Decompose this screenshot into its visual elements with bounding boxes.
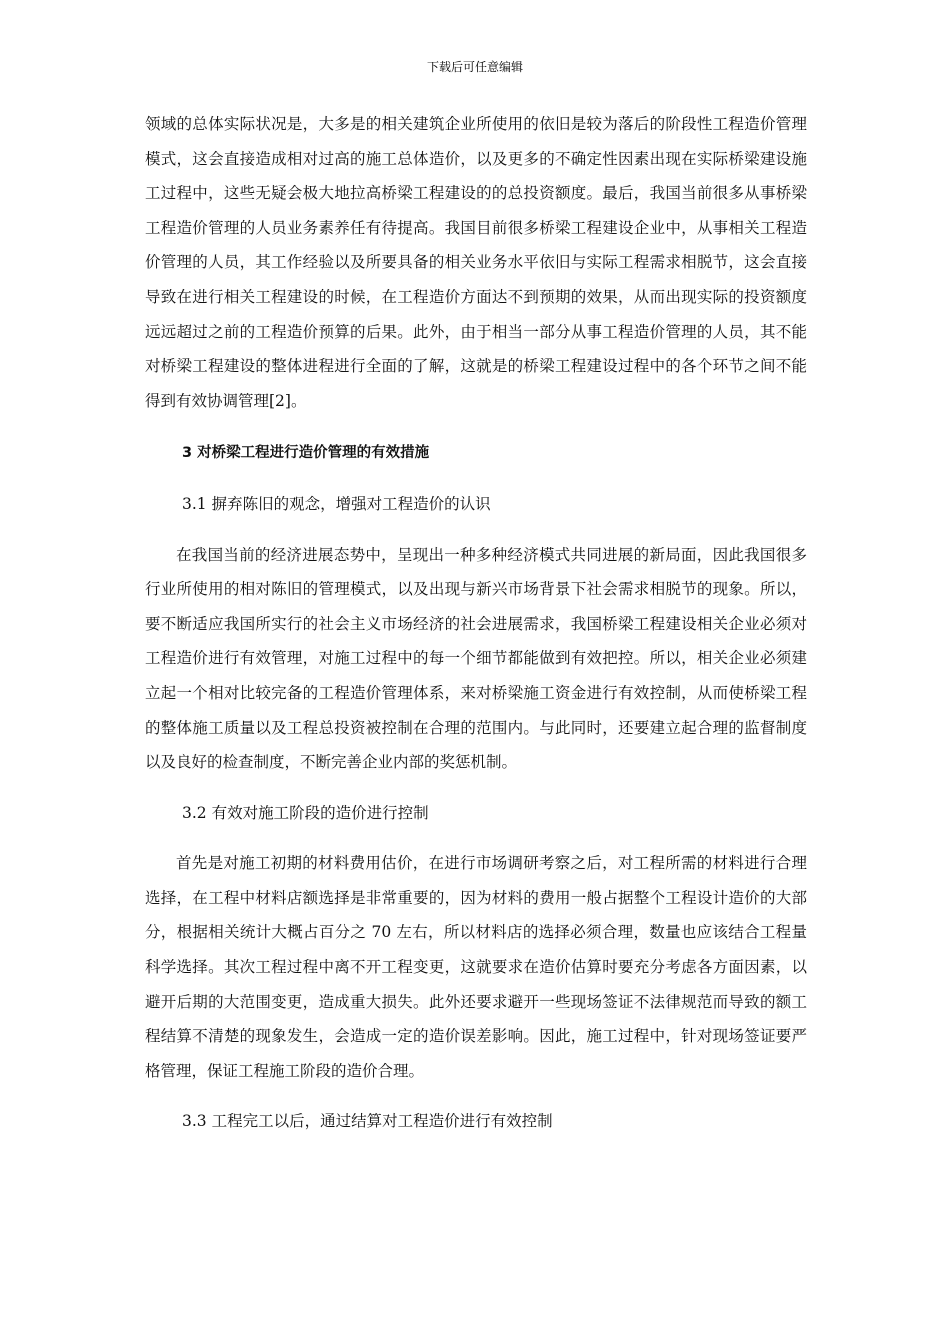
page-header: 下载后可任意编辑 bbox=[426, 60, 523, 74]
section-3-1-paragraph: 在我国当前的经济进展态势中，呈现出一种多种经济模式共同进展的新局面，因此我国很多行业所使用的相对陈旧的管理模式，以及出现与新兴市场背景下社会需求相脱节的现象。所以，要不断适应我国所实行的社会主义市场经济的社会进展需求，我国桥梁工程建设相关企业必须对工程造价进行有效管理，对施工过程中的每一个细节都能做到有效把控。所以，相关企业必须建立起一个相对比较完备的工程造价管理体系，来对桥梁施工资金进行有效控制，从而使桥梁工程的整体施工质量以及工程总投资被控制在合理的范围内。与此同时，还要建立起合理的监督制度以及良好的检查制度，不断完善企业内部的奖惩机制。 bbox=[145, 545, 807, 772]
section-3-1-heading: 3.1 摒弃陈旧的观念，增强对工程造价的认识 bbox=[182, 494, 491, 513]
section-3-heading: 3 对桥梁工程进行造价管理的有效措施 bbox=[182, 445, 430, 462]
document-body bbox=[145, 107, 807, 1155]
section-3-2-paragraph: 首先是对施工初期的材料费用估价，在进行市场调研考察之后，对工程所需的材料进行合理选择，在工程中材料店额选择是非常重要的，因为材料的费用一般占据整个工程设计造价的大部分，根据相关统计大概占百分之 70 左右，所以材料店的选择必须合理，数量也应该结合工程量科学选择。其次工程过程中离不开工程变更，这就要求在造价估算时要充分考虑各方面因素，以避开后期的大范围变更，造成重大损失。此外还要求避开一些现场签证不法律规范而导致的额工程结算不清楚的现象发生，会造成一定的造价误差影响。因此，施工过程中，针对现场签证要严格管理，保证工程施工阶段的造价合理。 bbox=[145, 854, 807, 1080]
continued-paragraph: 领域的总体实际状况是，大多是的相关建筑企业所使用的依旧是较为落后的阶段性工程造价管理模式，这会直接造成相对过高的施工总体造价，以及更多的不确定性因素出现在实际桥梁建设施工过程中，这些无疑会极大地拉高桥梁工程建设的的总投资额度。最后，我国当前很多从事桥梁工程造价管理的人员业务素养任有待提高。我国目前很多桥梁工程建设企业中，从事相关工程造价管理的人员，其工作经验以及所要具备的相关业务水平依旧与实际工程需求相脱节，这会直接导致在进行相关工程建设的时候，在工程造价方面达不到预期的效果，从而出现实际的投资额度远远超过之前的工程造价预算的后果。此外，由于相当一部分从事工程造价管理的人员，其不能对桥梁工程建设的整体进程进行全面的了解，这就是的桥梁工程建设过程中的各个环节之间不能得到有效协调管理[2]。 bbox=[145, 115, 807, 410]
section-3-3-heading: 3.3 工程完工以后，通过结算对工程造价进行有效控制 bbox=[182, 1112, 553, 1131]
section-3-2-heading: 3.2 有效对施工阶段的造价进行控制 bbox=[182, 803, 429, 822]
